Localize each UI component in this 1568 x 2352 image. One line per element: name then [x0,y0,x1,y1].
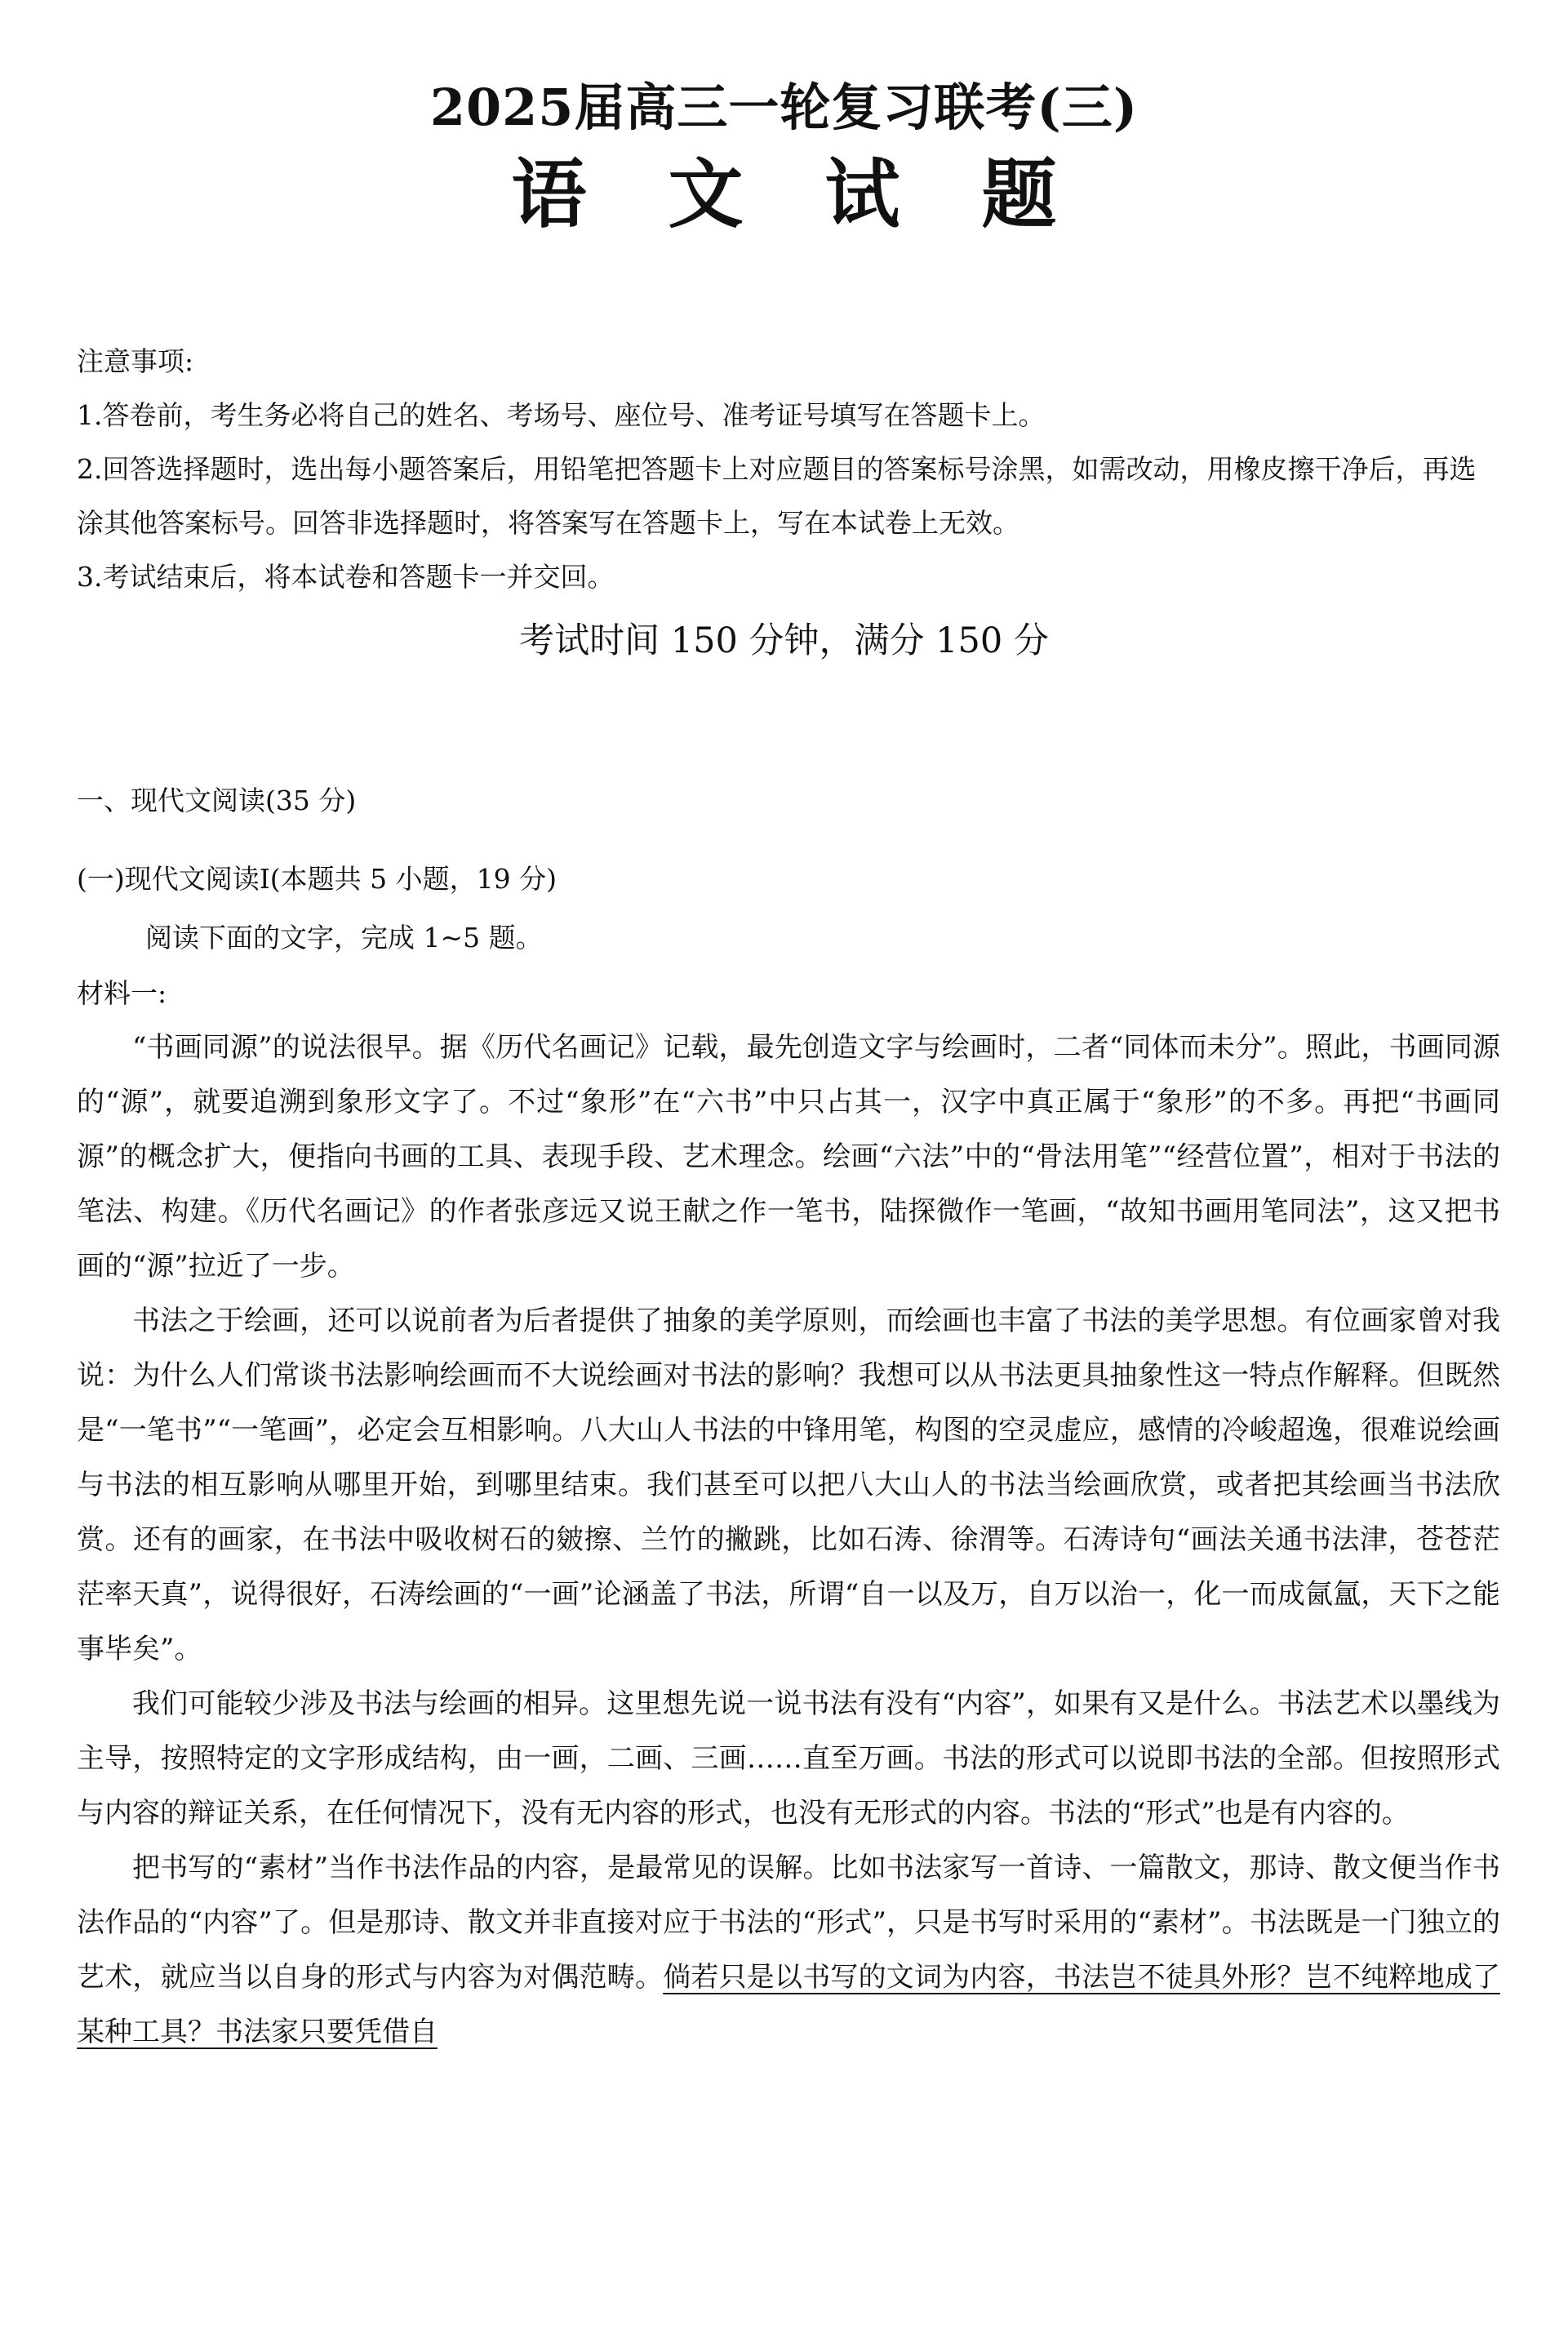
exam-name: 2025届高三一轮复习联考(三) [429,78,1139,137]
paragraph-plain-text: 把书写的“素材”当作书法作品的内容，是最常见的误解。比如书法家写一首诗、一篇散文，那诗、散文便当作书法作品的“内容”了。但是那诗、散文并非直接对应于书法的“形式”，只是书写时采用的“素材”。书法既是一门独立的艺术，就应当以自身的形式与内容为对偶范畴。 [77,1852,1500,1994]
paragraph: 书法之于绘画，还可以说前者为后者提供了抽象的美学原则，而绘画也丰富了书法的美学思想。有位画家曾对我说：为什么人们常谈书法影响绘画而不大说绘画对书法的影响？我想可以从书法更具抽象性这一特点作解释。但既然是“一笔书”“一笔画”，必定会互相影响。八大山人书法的中锋用笔，构图的空灵虚应，感情的冷峻超逸，很难说绘画与书法的相互影响从哪里开始，到哪里结束。我们甚至可以把八大山人的书法当绘画欣赏，或者把其绘画当书法欣赏。还有的画家，在书法中吸收树石的皴擦、兰竹的撇跳，比如石涛、徐渭等。石涛诗句“画法关通书法津，苍苍茫茫率天真”，说得很好，石涛绘画的“一画”论涵盖了书法，所谓“自一以及万，自万以治一，化一而成氤氲，天下之能事毕矣”。 [77,1305,1500,1665]
notice-block [77,335,1497,604]
section-heading: 一、现代文阅读(35 分) [77,785,357,816]
material-text [77,1020,1500,2060]
part-heading: (一)现代文阅读Ⅰ(本题共 5 小题，19 分) [77,863,557,895]
exam-time: 考试时间 150 分钟，满分 150 分 [519,620,1049,661]
reading-instruction: 阅读下面的文字，完成 1~5 题。 [145,922,543,954]
notice-item-1: 1.答卷前，考生务必将自己的姓名、考场号、座位号、准考证号填写在答题卡上。 [77,399,1046,431]
underlined-sentence: 倘若只是以书写的文词为内容，书法岂不徒具外形？岂不纯粹地成了某种工具？书法家只要凭借自 [77,1961,1501,2048]
paragraph: 我们可能较少涉及书法与绘画的相异。这里想先说一说书法有没有“内容”，如果有又是什么。书法艺术以墨线为主导，按照特定的文字形成结构，由一画，二画、三画……直至万画。书法的形式可以说即书法的全部。但按照形式与内容的辩证关系，在任何情况下，没有无内容的形式，也没有无形式的内容。书法的“形式”也是有内容的。 [77,1687,1500,1830]
paragraph [77,1841,1500,2060]
material-label: 材料一: [77,977,167,1009]
notice-heading: 注意事项: [77,345,194,377]
paragraph: “书画同源”的说法很早。据《历代名画记》记载，最先创造文字与绘画时，二者“同体而未分”。照此，书画同源的“源”，就要追溯到象形文字了。不过“象形”在“六书”中只占其一，汉字中真正属于“象形”的不多。再把“书画同源”的概念扩大，便指向书画的工具、表现手段、艺术理念。绘画“六法”中的“骨法用笔”“经营位置”，相对于书法的笔法、构建。《历代名画记》的作者张彦远又说王献之作一笔书，陆探微作一笔画，“故知书画用笔同法”，这又把书画的“源”拉近了一步。 [77,1031,1500,1283]
notice-item-2: 2.回答选择题时，选出每小题答案后，用铅笔把答题卡上对应题目的答案标号涂黑，如需改动，用橡皮擦干净后，再选涂其他答案标号。回答非选择题时，将答案写在答题卡上，写在本试卷上无效。 [77,453,1477,539]
notice-item-3: 3.考试结束后，将本试卷和答题卡一并交回。 [77,561,615,593]
subject-title: 语 文 试 题 [511,150,1085,238]
